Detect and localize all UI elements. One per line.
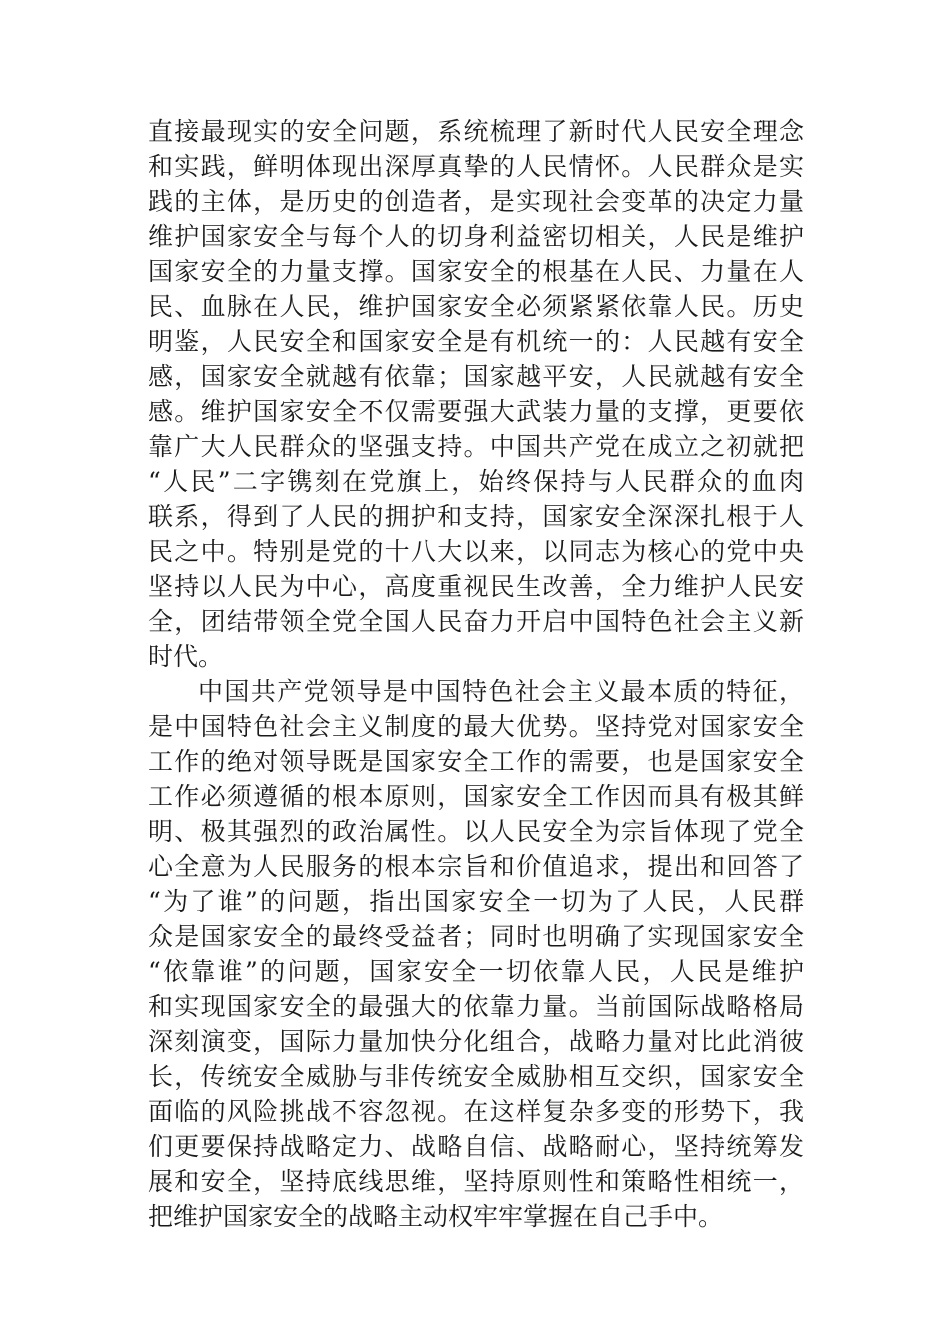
text-line: 国家安全的力量支撑。国家安全的根基在人民、力量在人 (148, 257, 804, 286)
text-line: 工作必须遵循的根本原则，国家安全工作因而具有极其鲜 (148, 782, 804, 811)
text-line: 时代。 (148, 642, 224, 671)
text-line: 们更要保持战略定力、战略自信、战略耐心，坚持统筹发 (148, 1132, 804, 1161)
text-line: 和实践，鲜明体现出深厚真挚的人民情怀。人民群众是实 (148, 152, 804, 181)
text-line: 坚持以人民为中心，高度重视民生改善，全力维护人民安 (148, 572, 804, 601)
text-line: 直接最现实的安全问题，系统梳理了新时代人民安全理念 (148, 117, 804, 146)
text-line: 联系，得到了人民的拥护和支持，国家安全深深扎根于人 (148, 502, 804, 531)
text-line: 明鉴，人民安全和国家安全是有机统一的：人民越有安全 (148, 327, 804, 356)
text-line: 民、血脉在人民，维护国家安全必须紧紧依靠人民。历史 (148, 292, 804, 321)
text-line: 维护国家安全与每个人的切身利益密切相关，人民是维护 (148, 222, 804, 251)
text-line: 感。维护国家安全不仅需要强大武装力量的支撑，更要依 (148, 397, 804, 426)
paragraph-2 (148, 674, 804, 1234)
text-line: 全，团结带领全党全国人民奋力开启中国特色社会主义新 (148, 607, 804, 636)
text-line: “人民”二字镌刻在党旗上，始终保持与人民群众的血肉 (148, 467, 804, 496)
text-line: 把维护国家安全的战略主动权牢牢掌握在自己手中。 (148, 1202, 724, 1231)
text-line: 心全意为人民服务的根本宗旨和价值追求，提出和回答了 (148, 852, 804, 881)
text-line: 中国共产党领导是中国特色社会主义最本质的特征， (198, 677, 804, 706)
text-line: 靠广大人民群众的坚强支持。中国共产党在成立之初就把 (148, 432, 804, 461)
text-line: “为了谁”的问题，指出国家安全一切为了人民，人民群 (148, 887, 804, 916)
text-line: 深刻演变，国际力量加快分化组合，战略力量对比此消彼 (148, 1027, 804, 1056)
text-line: 长，传统安全威胁与非传统安全威胁相互交织，国家安全 (148, 1062, 804, 1091)
text-line: 明、极其强烈的政治属性。以人民安全为宗旨体现了党全 (148, 817, 804, 846)
text-line: 展和安全，坚持底线思维，坚持原则性和策略性相统一， (148, 1167, 804, 1196)
text-line: 感，国家安全就越有依靠；国家越平安，人民就越有安全 (148, 362, 804, 391)
text-line: 工作的绝对领导既是国家安全工作的需要，也是国家安全 (148, 747, 804, 776)
text-line: 面临的风险挑战不容忽视。在这样复杂多变的形势下，我 (148, 1097, 804, 1126)
text-line: 践的主体，是历史的创造者，是实现社会变革的决定力量 (148, 187, 804, 216)
text-line: “依靠谁”的问题，国家安全一切依靠人民，人民是维护 (148, 957, 804, 986)
text-line: 是中国特色社会主义制度的最大优势。坚持党对国家安全 (148, 712, 804, 741)
paragraph-1 (148, 114, 804, 674)
text-line: 众是国家安全的最终受益者；同时也明确了实现国家安全 (148, 922, 804, 951)
document-body (148, 114, 804, 1234)
text-line: 和实现国家安全的最强大的依靠力量。当前国际战略格局 (148, 992, 804, 1021)
text-line: 民之中。特别是党的十八大以来，以同志为核心的党中央 (148, 537, 804, 566)
